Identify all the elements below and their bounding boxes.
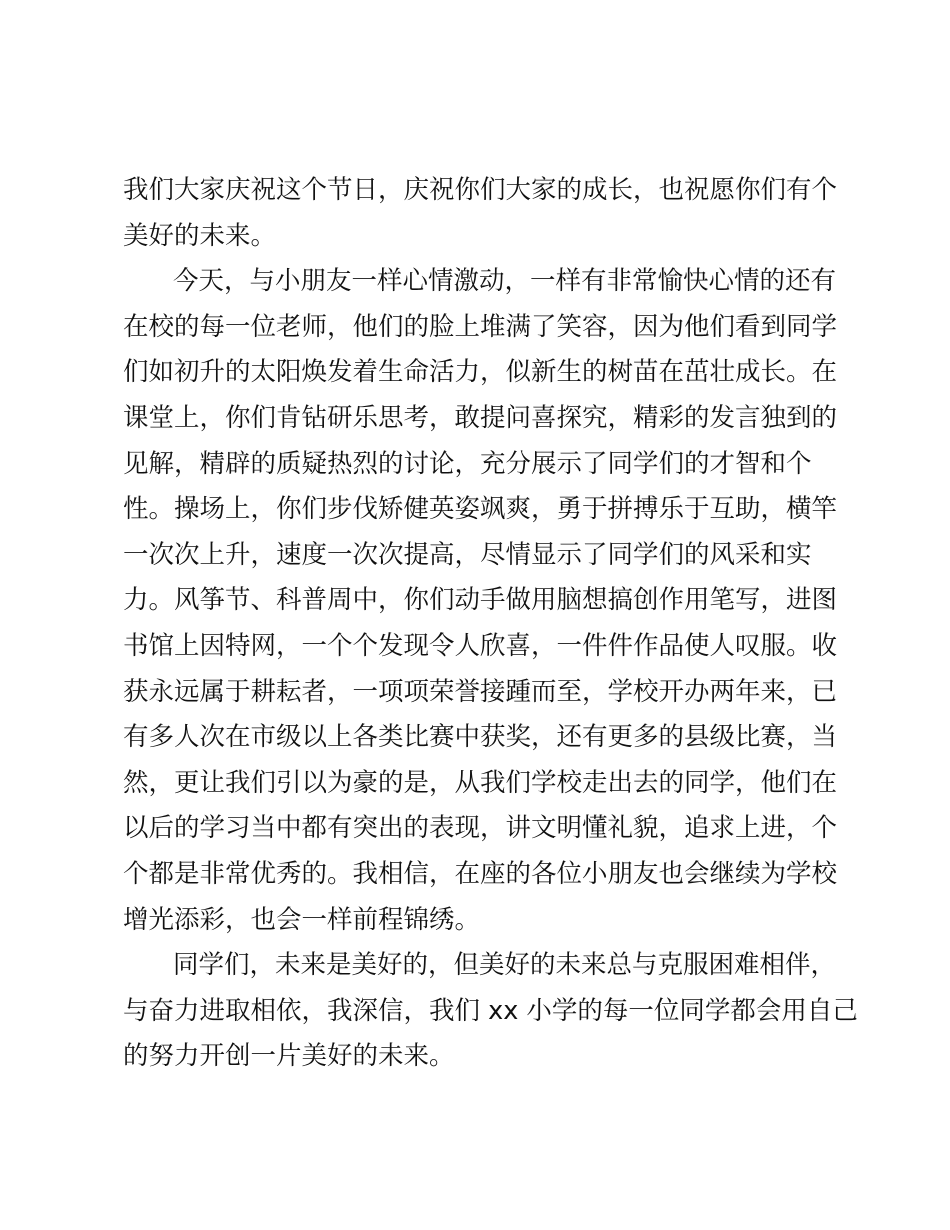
text-line: 个都是非常优秀的。我相信，在座的各位小朋友也会继续为学校 — [123, 858, 838, 889]
text-line: 增光添彩，也会一样前程锦绣。 — [123, 904, 481, 935]
text-line: 一次次上升，速度一次次提高，尽情显示了同学们的风采和实 — [123, 539, 812, 570]
text-line: 今天，与小朋友一样心情激动，一样有非常愉快心情的还有 — [173, 266, 837, 297]
text-line: 有多人次在市级以上各类比赛中获奖，还有更多的县级比赛，当 — [123, 722, 838, 753]
text-line: 同学们，未来是美好的，但美好的未来总与克服困难相伴， — [173, 950, 837, 981]
text-line: 的努力开创一片美好的未来。 — [123, 1041, 455, 1072]
text-line: 们如初升的太阳焕发着生命活力，似新生的树苗在茁壮成长。在 — [123, 357, 838, 388]
text-line: 书馆上因特网，一个个发现令人欣喜，一件件作品使人叹服。收 — [123, 630, 838, 661]
text-line: 美好的未来。 — [123, 220, 277, 251]
paragraph-3 — [123, 943, 858, 1080]
text-line: 课堂上，你们肯钻研乐思考，敢提问喜探究，精彩的发言独到的 — [123, 402, 838, 433]
document-body — [123, 168, 858, 1080]
text-line: 见解，精辟的质疑热烈的讨论，充分展示了同学们的才智和个 — [123, 448, 812, 479]
text-line: 在校的每一位老师，他们的脸上堆满了笑容，因为他们看到同学 — [123, 311, 838, 342]
text-line: 获永远属于耕耘者，一项项荣誉接踵而至，学校开办两年来，已 — [123, 676, 838, 707]
text-line: 性。操场上，你们步伐矫健英姿飒爽，勇于拼搏乐于互助，横竿 — [123, 494, 838, 525]
text-line: 我们大家庆祝这个节日，庆祝你们大家的成长，也祝愿你们有个 — [123, 175, 838, 205]
text-line: 与奋力进取相依，我深信，我们 xx 小学的每一位同学都会用自己 — [123, 995, 858, 1026]
paragraph-2 — [123, 259, 843, 943]
text-line: 然，更让我们引以为豪的是，从我们学校走出去的同学，他们在 — [123, 767, 838, 798]
paragraph-1 — [123, 168, 843, 259]
text-line: 力。风筝节、科普周中，你们动手做用脑想搞创作用笔写，进图 — [123, 585, 838, 616]
text-line: 以后的学习当中都有突出的表现，讲文明懂礼貌，追求上进，个 — [123, 813, 838, 844]
